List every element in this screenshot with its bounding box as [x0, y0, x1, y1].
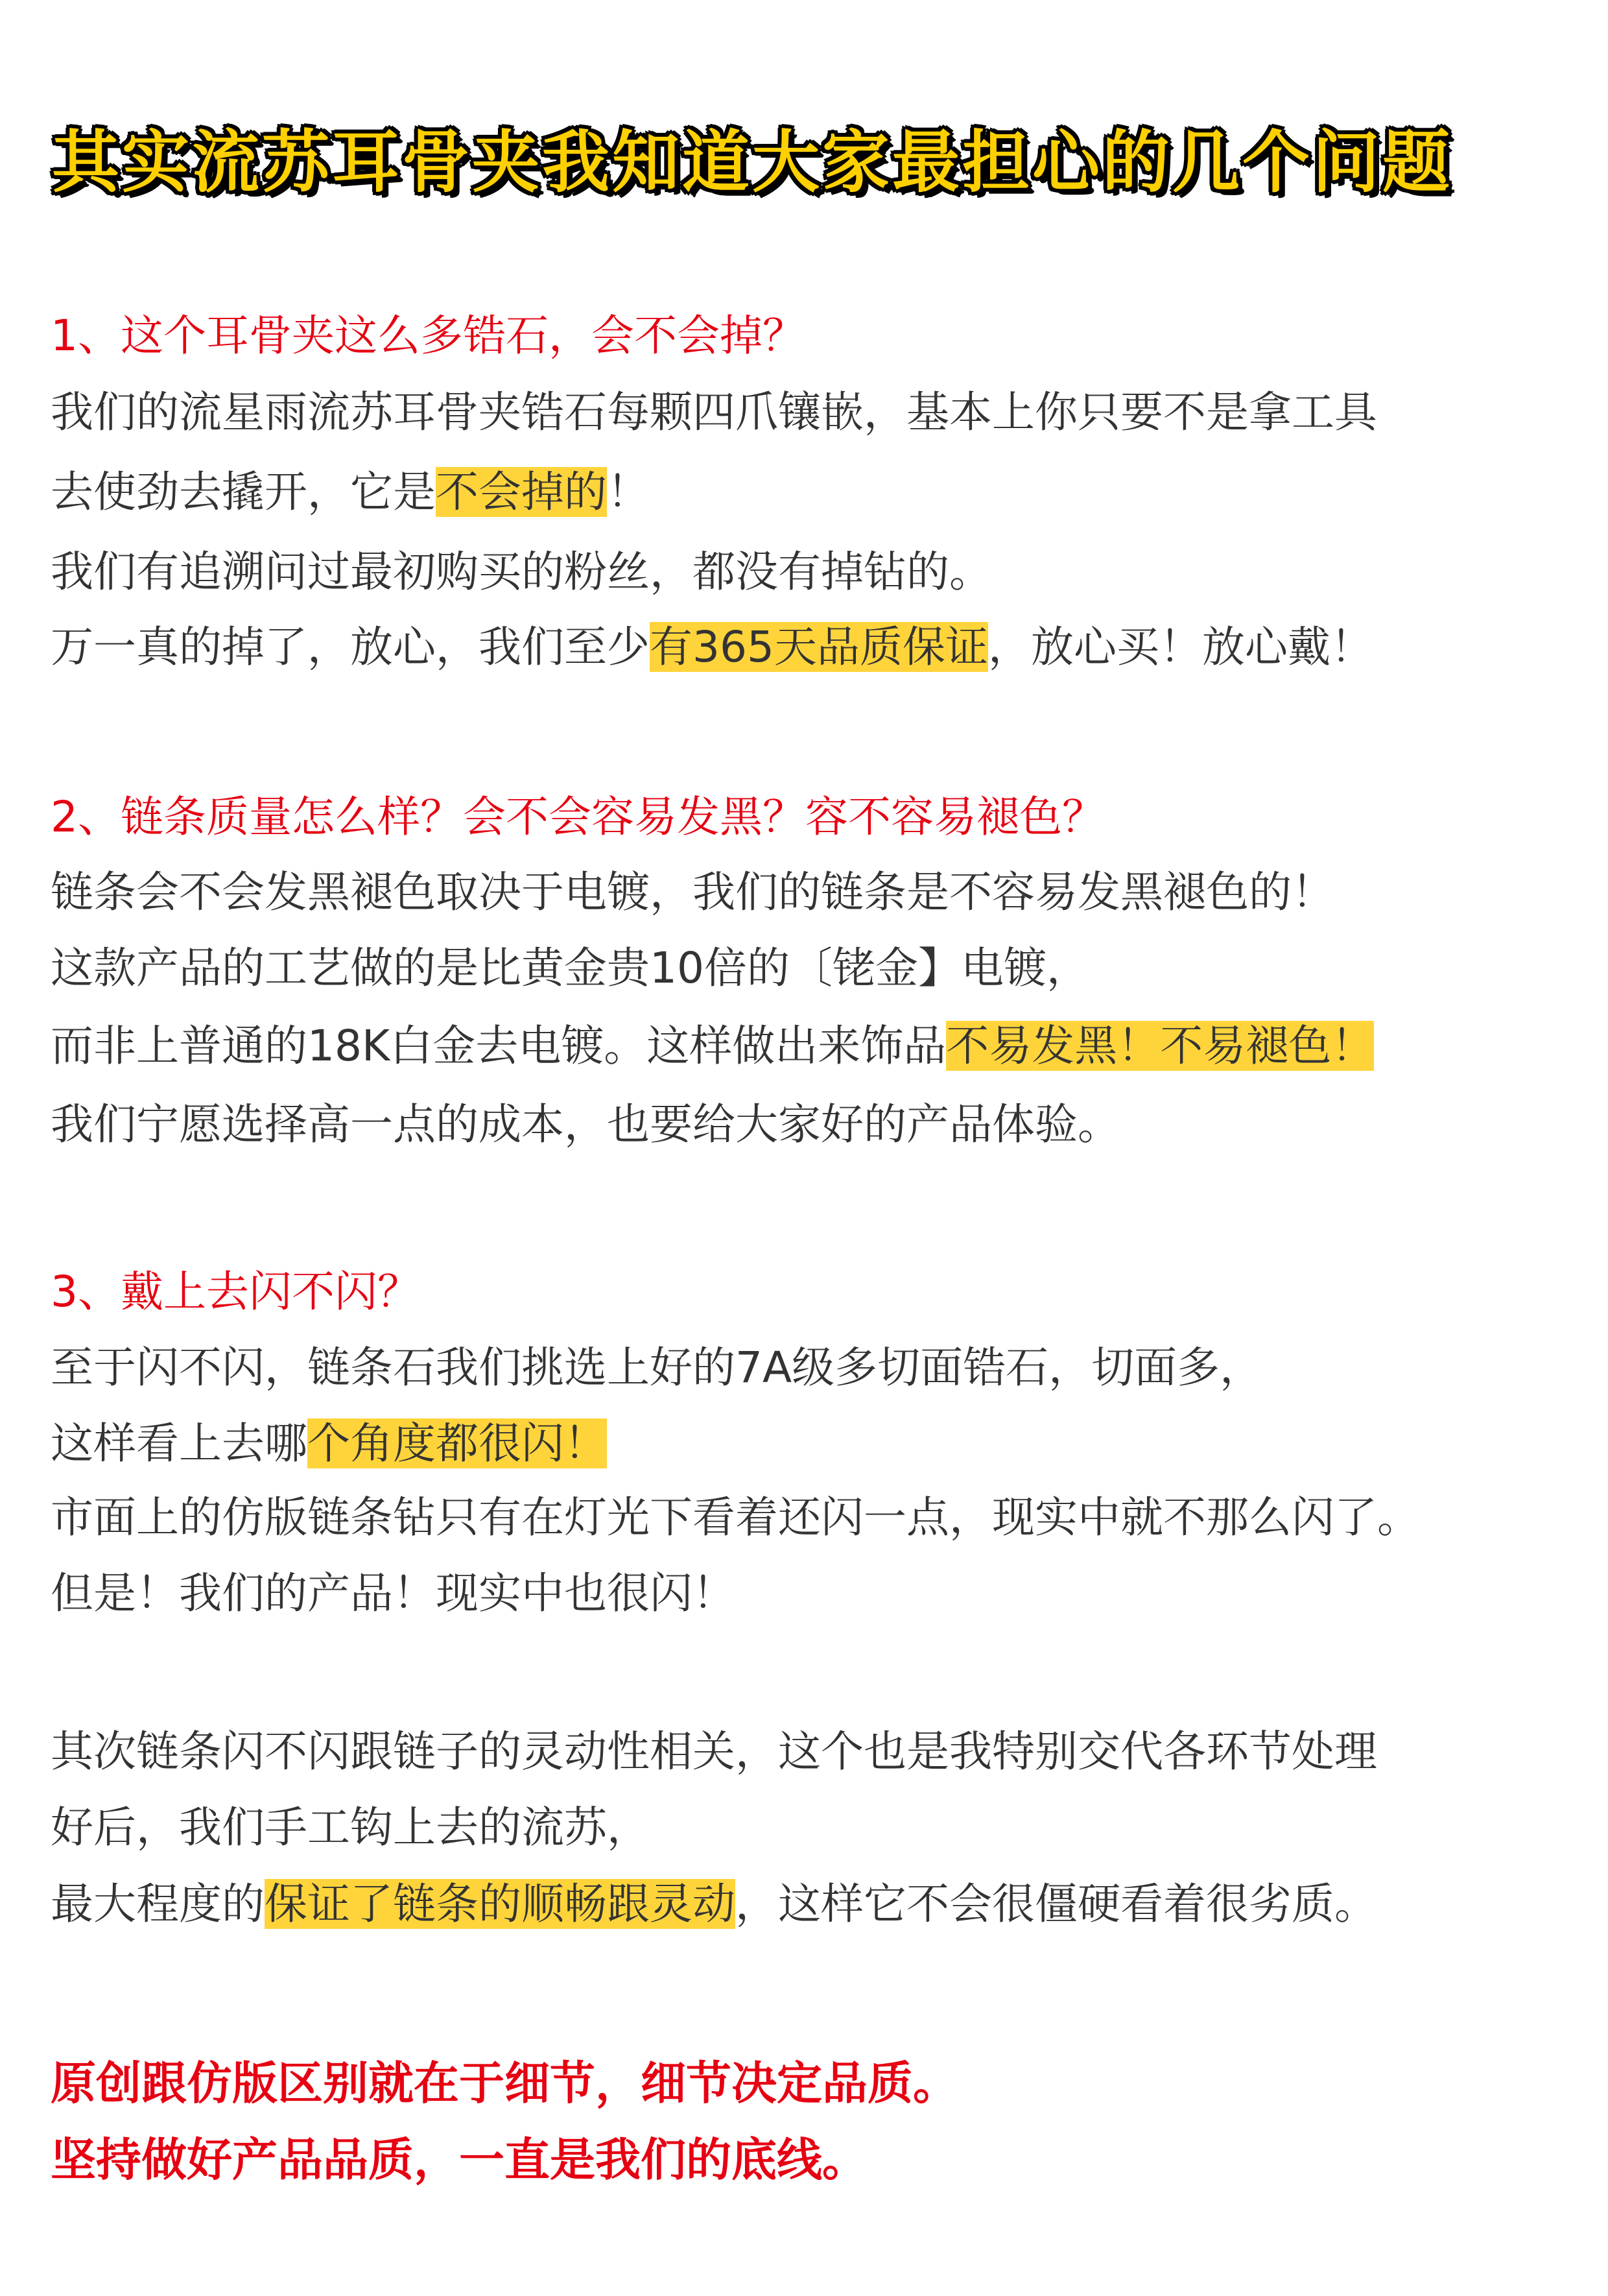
answer-3-line-3: 市面上的仿版链条钻只有在灯光下看着还闪一点，现实中就不那么闪了。 [51, 1492, 1420, 1542]
paragraph-4-line-3-text: 最大程度的 [51, 1879, 265, 1929]
question-3: 3、戴上去闪不闪？ [51, 1267, 420, 1317]
closing-line-1: 原创跟仿版区别就在于细节，细节决定品质。 [51, 2057, 958, 2110]
answer-2-line-3 [51, 1016, 1374, 1076]
highlight-smooth-chain: 保证了链条的顺畅跟灵动 [265, 1879, 735, 1929]
answer-3-line-4: 但是！我们的产品！现实中也很闪！ [51, 1568, 735, 1618]
question-1: 1、这个耳骨夹这么多锆石，会不会掉？ [51, 311, 805, 361]
answer-1-line-3: 我们有追溯问过最初购买的粉丝，都没有掉钻的。 [51, 547, 992, 597]
answer-3-line-1: 至于闪不闪，链条石我们挑选上好的7A级多切面锆石，切面多， [51, 1343, 1263, 1393]
answer-2-line-3-text: 而非上普通的18K白金去电镀。这样做出来饰品 [51, 1021, 947, 1071]
highlight-sparkle-every-angle: 个角度都很闪！ [307, 1418, 607, 1468]
answer-3-line-2-text: 这样看上去哪 [51, 1418, 307, 1468]
highlight-quality-guarantee: 有365天品质保证 [650, 622, 988, 672]
highlight-not-fall-off: 不会掉的 [436, 467, 607, 517]
answer-1-line-2-end: ！ [607, 467, 650, 517]
answer-2-line-1: 链条会不会发黑褪色取决于电镀，我们的链条是不容易发黑褪色的！ [51, 867, 1334, 917]
answer-2-line-2: 这款产品的工艺做的是比黄金贵10倍的〔铑金】电镀， [51, 943, 1089, 993]
answer-3-line-2 [51, 1414, 607, 1474]
closing-line-2: 坚持做好产品品质，一直是我们的底线。 [51, 2133, 868, 2186]
paragraph-4-line-2: 好后，我们手工钩上去的流苏， [51, 1802, 650, 1852]
paragraph-4-line-3-end: ，这样它不会很僵硬看着很劣质。 [735, 1879, 1377, 1929]
paragraph-4-line-3 [51, 1874, 1377, 1934]
answer-1-line-1: 我们的流星雨流苏耳骨夹锆石每颗四爪镶嵌，基本上你只要不是拿工具 [51, 387, 1377, 437]
answer-1-line-4-text: 万一真的掉了，放心，我们至少 [51, 622, 650, 672]
question-2: 2、链条质量怎么样？会不会容易发黑？容不容易褪色？ [51, 792, 1105, 842]
page-title: 其实流苏耳骨夹我知道大家最担心的几个问题 [52, 123, 1453, 202]
answer-1-line-2-text: 去使劲去撬开，它是 [51, 467, 436, 517]
answer-1-line-4 [51, 617, 1373, 677]
answer-2-line-4: 我们宁愿选择高一点的成本，也要给大家好的产品体验。 [51, 1099, 1120, 1149]
answer-1-line-2 [51, 462, 650, 522]
highlight-no-tarnish: 不易发黑！不易褪色！ [946, 1021, 1375, 1071]
answer-1-line-4-end: ，放心买！放心戴！ [987, 622, 1373, 672]
paragraph-4-line-1: 其次链条闪不闪跟链子的灵动性相关，这个也是我特别交代各环节处理 [51, 1727, 1377, 1776]
